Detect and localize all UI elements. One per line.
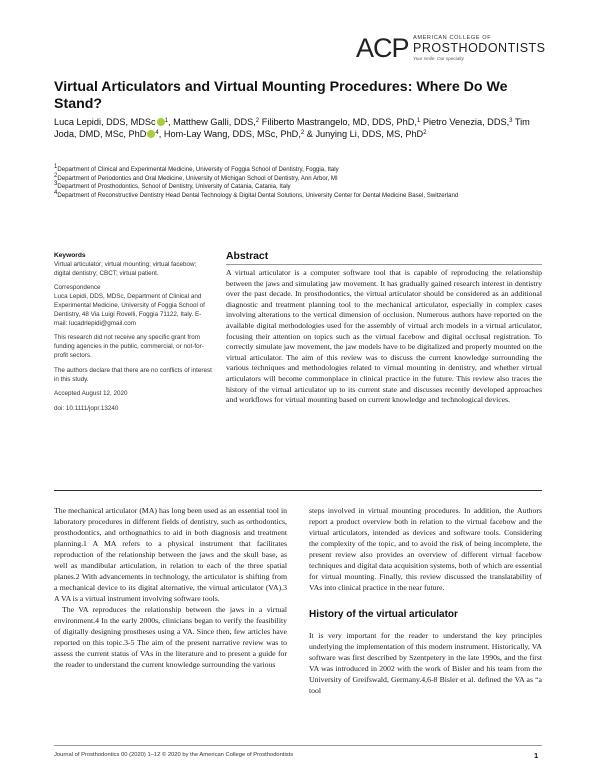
body-column-right (309, 505, 542, 696)
body-paragraph: The mechanical articulator (MA) has long been used as an essential tool in laboratory procedures in different fields of dentistry, such as orthodontics, prosthodontics, and orthognathics to aid in both diagnosis and treatment planning.1 A MA refers to a physical instrument that facilitates reproduction of the relationship between the jaws and the skull base, as well as mandibular articulation, in relation to each of the three spatial planes.2 With advancements in technology, the articulator is shifting from a mechanical device to its digital alternative, the virtual articulator (VA).3 A VA is a virtual instrument involving software tools. (54, 506, 287, 603)
author-name: Junying Li, DDS, MS, PhD (315, 129, 424, 140)
keywords-block (54, 252, 214, 278)
affiliation-marker: 3 (509, 118, 513, 124)
author-name: Matthew Galli, DDS, (173, 117, 256, 127)
affiliation-marker: 4 (155, 130, 159, 137)
accepted-date: Accepted August 12, 2020 (54, 390, 128, 398)
logo-mark: ACP (356, 33, 409, 63)
footer-divider (54, 745, 542, 746)
affiliation-number: 4 (54, 189, 58, 196)
correspondence-block (54, 284, 214, 328)
section-heading-history: History of the virtual articulator (309, 609, 458, 620)
author-name: Pietro Venezia, DDS, (422, 117, 510, 127)
section-divider (54, 490, 542, 491)
affiliation-number: 2 (54, 172, 58, 179)
funding-statement: This research did not receive any specific grant from funding agencies in the public, commercial, or not-for-profit sectors. (54, 334, 204, 359)
journal-footer: Journal of Prosthodontics 00 (2020) 1–12 © 2020 by the American College of Prosthodontists (54, 752, 294, 758)
conflict-statement: The authors declare that there are no conflicts of interest in this study. (54, 366, 212, 383)
body-paragraph: The VA reproduces the relationship between the jaws in a virtual environment.4 In the early 2000s, clinicians began to verify the feasibility of digitally designing prostheses using a VA. Since then, few articles have reported on this topic.3-5 The aim of the present narrative review was to assess the current status of VAs in the literature and to present a guide for the reader to understand the current knowledge surrounding the various (54, 605, 287, 669)
author-list: Luca Lepidi, DDS, MDSc $^1$, Matthew Galli, DDS,$^2$ Filiberto Mastrangelo, MD, DDS, PhD,$^1$ Pietro Venezia, DDS,$^3$ Tim Joda, DMD, MSc, PhD $^4$, Hom-Lay Wang, DDS, MSc, PhD,$^2$ & Junying Li, DDS, MS, PhD$^2$ (54, 117, 530, 140)
body-paragraph: It is very important for the reader to understand the key principles underlying the implementation of this modern instrument. Historically, VA software was first described by Szentpetery in the late 1990s, and the first VA was introduced in 2002 with the work of Bisler and his team from the University of Greifswald, Germany.4,6-8 Bisler et al. defined the VA as “a tool (309, 631, 542, 695)
abstract-text: A virtual articulator is a computer software tool that is capable of reproducing the relationship between the jaws and simulating jaw movement. It has gradually gained research interest in dentistry over the past decade. In prosthodontics, the virtual articulator should be considered as an additional diagnostic and treatment planning tool to the mechanical articulator, especially in complex cases involving alterations to the vertical dimension of occlusion. Numerous authors have reported on the available digital methodologies used for the assembly of virtual arch models in a virtual articulator, focusing their attention on topics such as the virtual facebow and digital occlusal registration. To correctly simulate jaw movement, the jaw models have to be digitalized and properly mounted on the virtual articulator. The aim of this review was to discuss the current knowledge surrounding the various techniques and methodologies related to virtual mounting in dentistry, and whether virtual articulators will become commonplace in clinical practice in the future. This review also traces the history of the virtual articulator up to its current state and discusses recently developed approaches and workflows for virtual mounting based on current knowledge and technological devices. (226, 268, 542, 405)
affiliation-marker: 2 (300, 130, 305, 137)
affiliation-number: 3 (54, 181, 58, 187)
author-name: Filiberto Mastrangelo, MD, DDS, PhD, (261, 117, 417, 127)
logo-tagline: Your smile. Our specialty. (413, 56, 465, 61)
author-name: Hom-Lay Wang, DDS, MSc, PhD, (163, 129, 301, 140)
body-paragraph: steps involved in virtual mounting procedures. In addition, the Authors report a product overview both in relation to the virtual facebow and the virtual articulators, intended as devices and software tools. Considering the complexity of the topic, and to avoid the risk of being incomplete, the present review also provides an overview of different virtual facebow techniques and digital data acquisition systems, both of which are essential for virtual mounting. Finally, this review discussed the translatability of VAs into clinical practice in the near future. (309, 506, 542, 592)
affiliation-marker: 2 (255, 118, 260, 124)
affiliation-item: $^1$Department of Clinical and Experimental Medicine, University of Foggia School of Dentistry, Foggia, Italy (54, 164, 339, 173)
abstract-heading: Abstract (226, 251, 269, 262)
affiliation-item: $^2$Department of Periodontics and Oral Medicine, University of Michigan School of Dentistry, Ann Arbor, MI (54, 172, 338, 182)
doi-link[interactable]: doi: 10.1111/jopr.13240 (54, 405, 119, 413)
body-column-left (54, 505, 287, 670)
affiliation-item: $^4$Department of Reconstructive Dentistry Head Dental Technology & Digital Dental Solutions, University Center for Dental Medicine Basel, Switzerland (54, 189, 459, 199)
article-info-sidebar (54, 252, 214, 420)
affiliation-number: 1 (54, 164, 58, 170)
abstract-divider (226, 264, 542, 265)
affiliation-marker: 1 (164, 118, 168, 124)
author-name: Tim Joda, DMD, MSc, PhD (54, 117, 530, 140)
page-number: 1 (534, 751, 539, 760)
keywords-label: Keywords (54, 252, 86, 259)
paper-title: Virtual Articulators and Virtual Mounting Procedures: Where Do We Stand? (54, 79, 508, 112)
affiliation-marker: 1 (416, 118, 421, 124)
correspondence-text: Luca Lepidi, DDS, MDSc, Department of Clinical and Experimental Medicine, University of Foggia School of Dentistry, 48 Via Luigi Rovelli, Foggia 71122, Italy. E-mail: lucadrlepidi@gmail.com (54, 293, 205, 327)
affiliation-marker: 2 (423, 130, 427, 137)
logo-org-line1: AMERICAN COLLEGE OF (413, 35, 492, 41)
logo-org-line2: PROSTHODONTISTS (413, 41, 546, 55)
correspondence-label: Correspondence (54, 284, 101, 292)
affiliation-item: $^3$Department of Prosthodontics, School of Dentistry, University of Catania, Catania, Italy (54, 181, 291, 190)
orcid-icon[interactable] (157, 118, 165, 126)
author-name: Luca Lepidi, DDS, MDSc (54, 117, 156, 127)
affiliation-list (54, 166, 534, 200)
keywords-text: Virtual articulator; virtual mounting; virtual facebow; digital dentistry; CBCT; virtual patient. (54, 260, 197, 277)
